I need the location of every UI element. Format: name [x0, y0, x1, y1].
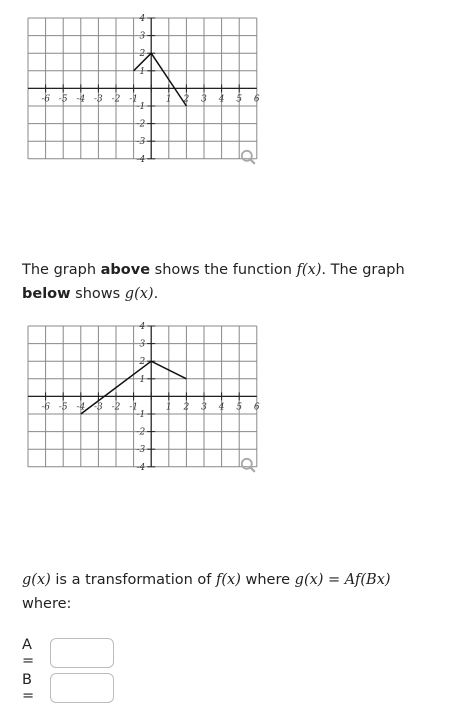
y-tick-label: 4 — [139, 322, 146, 332]
x-tick-label: -1 — [129, 402, 138, 413]
y-tick-label: -3 — [136, 137, 146, 148]
math-equation: g(x) = Af(Bx) — [294, 572, 391, 588]
x-tick-label: 1 — [165, 402, 172, 413]
x-tick-label: -3 — [94, 402, 103, 413]
graph-g — [10, 318, 260, 558]
y-tick-label: -2 — [136, 427, 146, 438]
answer-b-input[interactable] — [50, 673, 114, 703]
x-tick-label: 2 — [183, 402, 190, 413]
x-tick-label: -6 — [41, 402, 50, 413]
answer-a-input[interactable] — [50, 638, 114, 668]
y-tick-label: -3 — [136, 445, 146, 456]
x-tick-label: -4 — [76, 94, 86, 105]
answer-b-label: B = — [22, 672, 35, 704]
y-tick-label: 1 — [139, 374, 146, 385]
answer-a-label: A = — [22, 637, 35, 669]
y-tick-label: -2 — [136, 119, 146, 130]
x-tick-label: 3 — [201, 402, 207, 413]
text-segment: . — [153, 286, 159, 302]
text-segment: The graph — [22, 262, 101, 278]
description-paragraph — [22, 258, 442, 306]
x-tick-label: 6 — [253, 94, 260, 105]
math-gx: g(x) — [124, 286, 154, 302]
graph-f-svg — [10, 10, 260, 250]
x-tick-label: 5 — [236, 94, 243, 105]
text-bold-above: above — [100, 262, 151, 278]
text-bold-below: below — [22, 286, 71, 302]
x-tick-label: -5 — [58, 402, 68, 413]
math-gx: g(x) — [22, 572, 51, 588]
x-tick-label: 1 — [165, 94, 172, 105]
x-tick-label: 4 — [218, 94, 225, 105]
text-segment: where: — [22, 596, 72, 612]
y-tick-label: -4 — [136, 462, 146, 473]
x-tick-label: -6 — [41, 94, 50, 105]
math-fx: f(x) — [216, 572, 241, 588]
magnifier-handle — [250, 159, 255, 164]
graph-f — [10, 10, 260, 250]
magnifier-handle — [250, 467, 255, 472]
x-tick-label: 6 — [253, 402, 260, 413]
y-tick-label: -4 — [136, 154, 146, 165]
x-tick-label: -4 — [76, 402, 86, 413]
text-segment: . The graph — [321, 262, 405, 278]
y-tick-label: 2 — [139, 49, 146, 60]
function-line — [134, 53, 187, 106]
y-tick-label: 4 — [139, 14, 146, 24]
y-tick-label: 2 — [139, 357, 146, 368]
x-tick-label: 2 — [183, 94, 190, 105]
y-tick-label: -1 — [136, 410, 146, 420]
graph-g-svg — [10, 318, 260, 558]
text-segment: shows the function — [150, 262, 297, 278]
math-fx: f(x) — [296, 262, 322, 278]
text-segment: is a transformation of — [50, 572, 217, 588]
y-tick-label: -1 — [136, 102, 146, 112]
x-tick-label: 3 — [201, 94, 207, 105]
answer-a-row — [22, 636, 114, 670]
x-tick-label: 4 — [218, 402, 225, 413]
y-tick-label: 3 — [139, 31, 146, 42]
x-tick-label: -1 — [129, 94, 138, 105]
x-tick-label: 5 — [236, 402, 243, 413]
x-tick-label: -2 — [111, 402, 121, 413]
x-tick-label: -3 — [94, 94, 103, 105]
text-segment: where — [240, 572, 295, 588]
question-paragraph — [22, 568, 442, 616]
text-segment: shows — [70, 286, 125, 302]
y-tick-label: 1 — [139, 66, 146, 77]
y-tick-label: 3 — [139, 339, 146, 350]
x-tick-label: -2 — [111, 94, 121, 105]
x-tick-label: -5 — [58, 94, 68, 105]
